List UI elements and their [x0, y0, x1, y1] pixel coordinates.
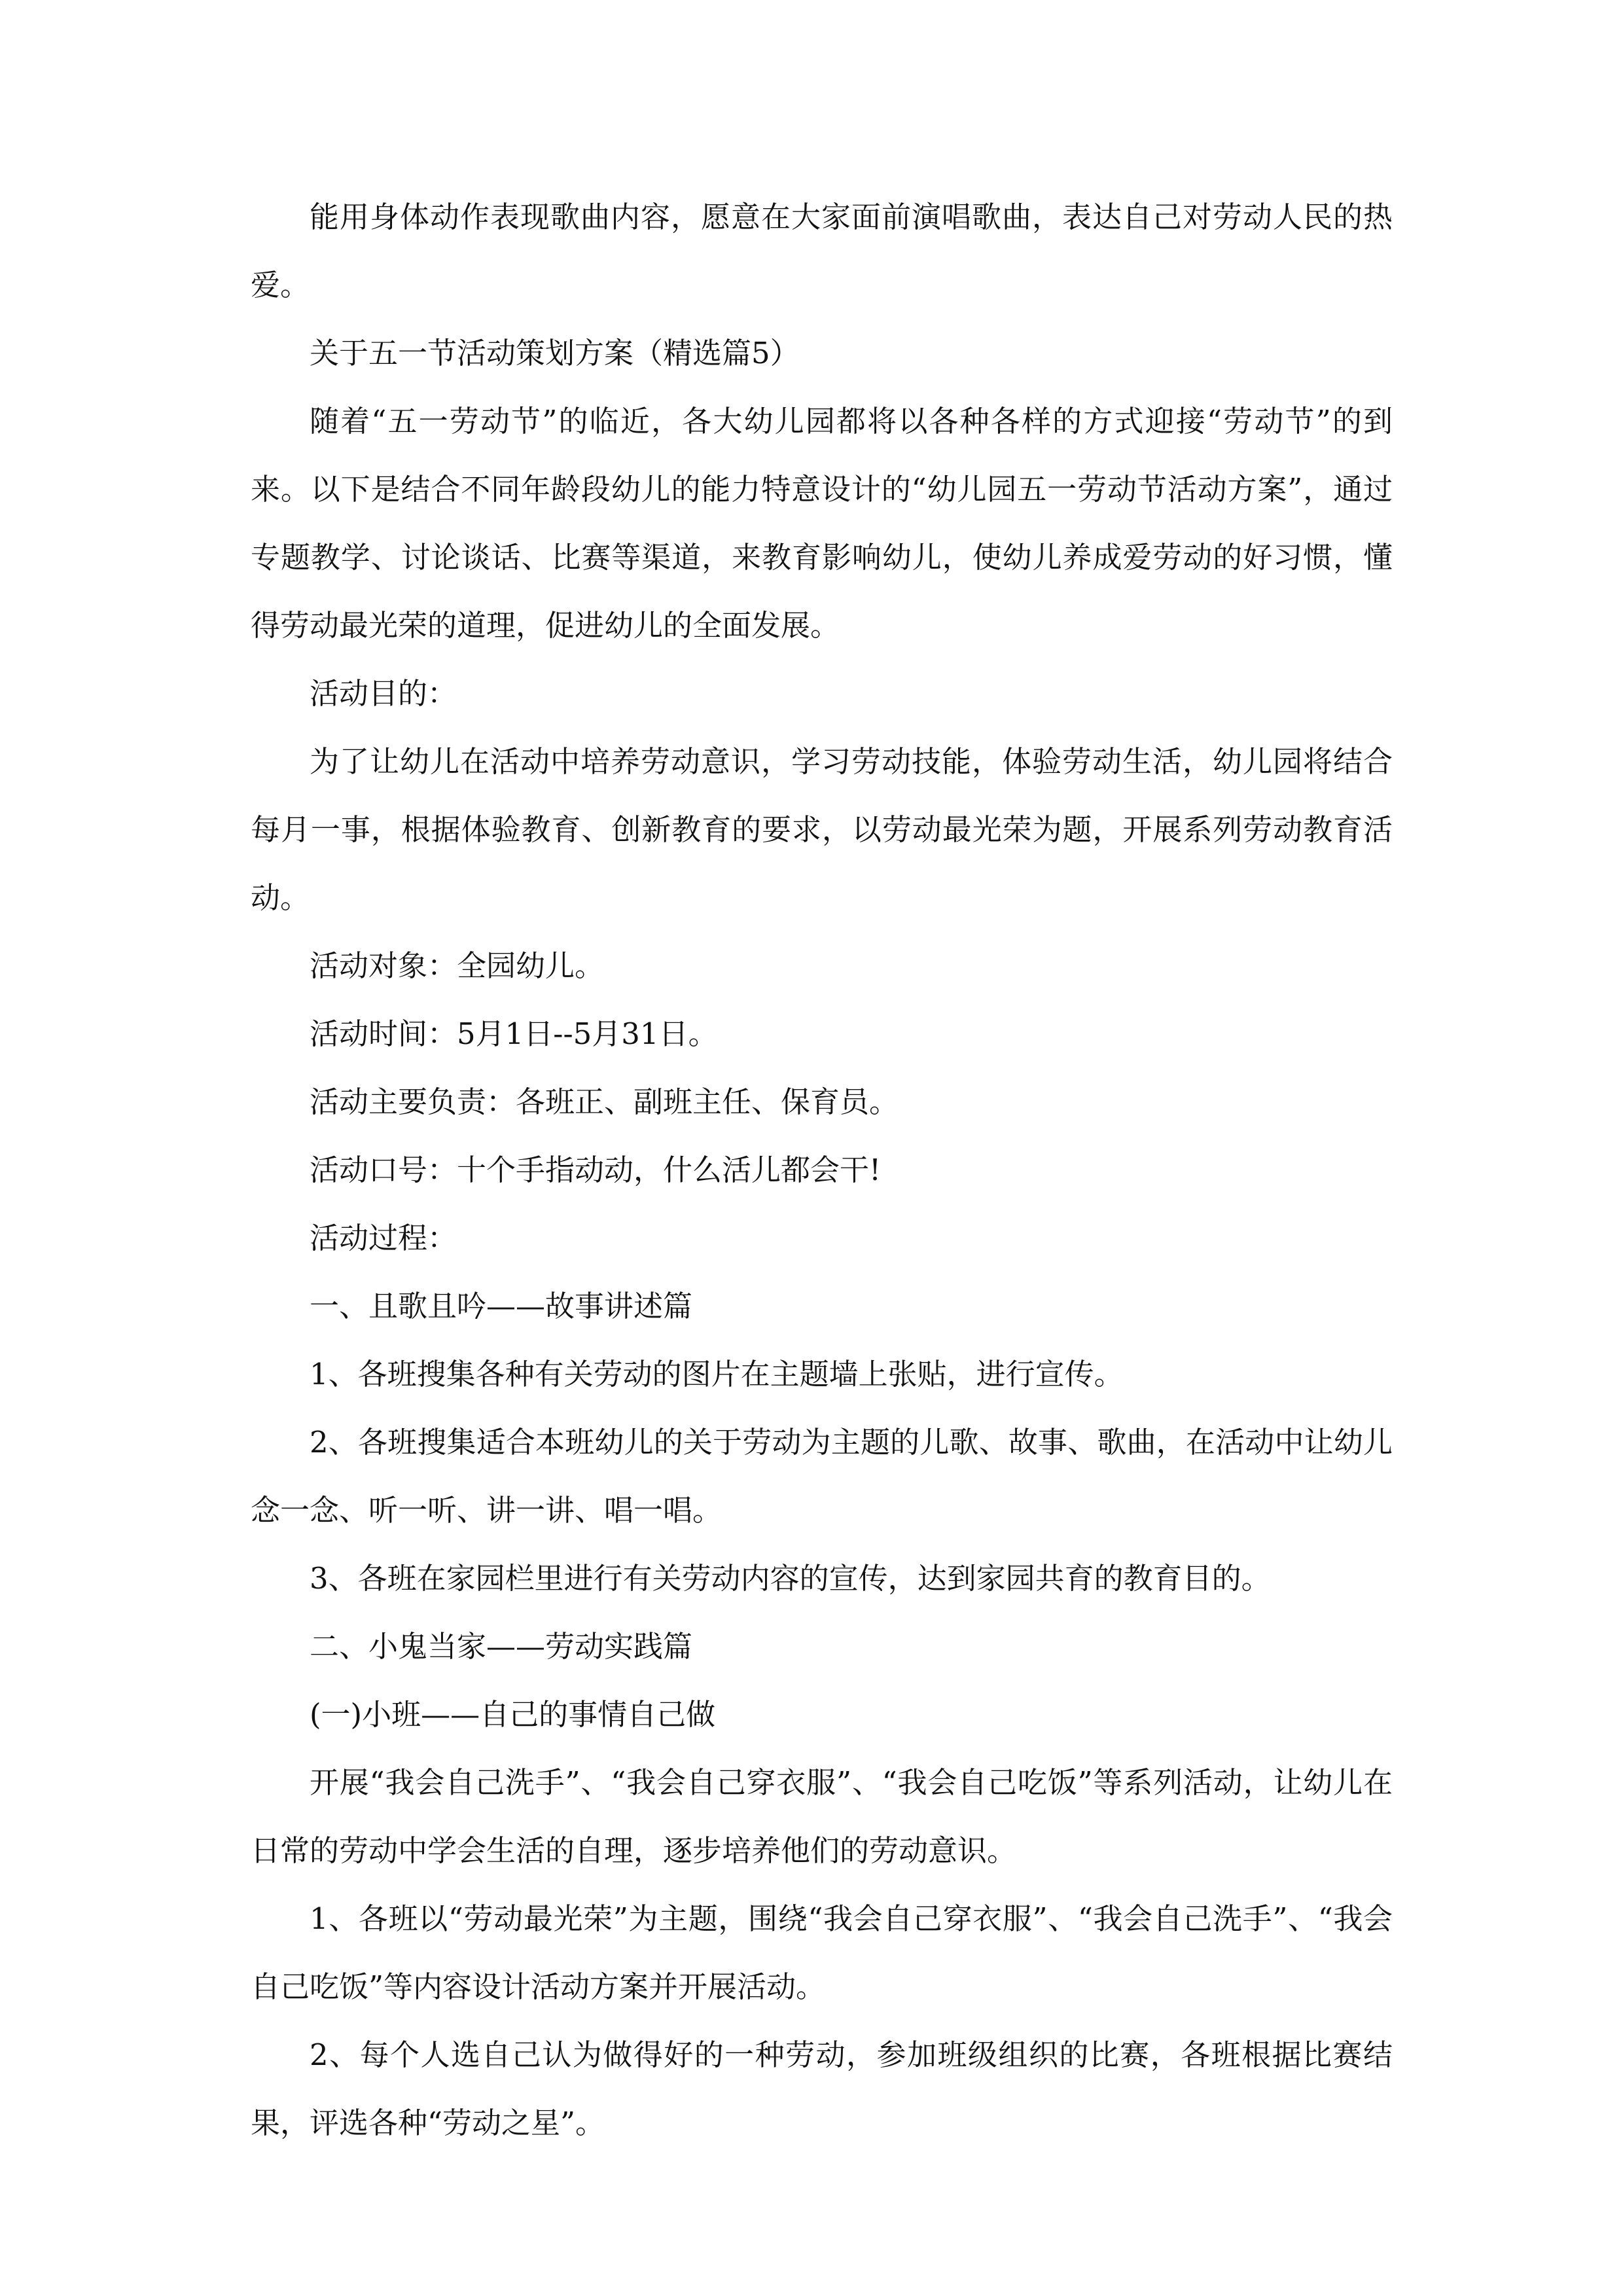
- paragraph-intro-end: 能用身体动作表现歌曲内容，愿意在大家面前演唱歌曲，表达自己对劳动人民的热爱。: [251, 200, 1393, 302]
- list-item-story-3: 3、各班在家园栏里进行有关劳动内容的宣传，达到家园共育的教育目的。: [310, 1561, 1271, 1596]
- list-item-practice-1: 1、各班以“劳动最光荣”为主题，围绕“我会自己穿衣服”、“我会自己洗手”、“我会自己吃饭”等内容设计活动方案并开展活动。: [251, 1901, 1393, 2004]
- subheading-small-class: (一)小班——自己的事情自己做: [310, 1697, 716, 1732]
- activity-slogan: 活动口号：十个手指动动，什么活儿都会干!: [310, 1153, 882, 1187]
- list-item-story-1: 1、各班搜集各种有关劳动的图片在主题墙上张贴，进行宣传。: [310, 1357, 1124, 1391]
- subheading-story-section: 一、且歌且吟——故事讲述篇: [310, 1289, 693, 1323]
- heading-activity-purpose: 活动目的：: [310, 676, 457, 711]
- paragraph-activity-purpose: 为了让幼儿在活动中培养劳动意识，学习劳动技能，体验劳动生活，幼儿园将结合每月一事，根据体验教育、创新教育的要求，以劳动最光荣为题，开展系列劳动教育活动。: [251, 744, 1393, 915]
- section-title: 关于五一节活动策划方案（精选篇5）: [310, 336, 800, 370]
- list-item-practice-2: 2、每个人选自己认为做得好的一种劳动，参加班级组织的比赛，各班根据比赛结果，评选各种“劳动之星”。: [251, 2037, 1393, 2140]
- document-body: [251, 183, 1393, 2157]
- activity-target: 活动对象：全园幼儿。: [310, 948, 605, 983]
- activity-responsible: 活动主要负责：各班正、副班主任、保育员。: [310, 1085, 899, 1119]
- paragraph-small-class: 开展“我会自己洗手”、“我会自己穿衣服”、“我会自己吃饭”等系列活动，让幼儿在日常的劳动中学会生活的自理，逐步培养他们的劳动意识。: [251, 1765, 1393, 1868]
- heading-activity-process: 活动过程：: [310, 1221, 457, 1255]
- list-item-story-2: 2、各班搜集适合本班幼儿的关于劳动为主题的儿歌、故事、歌曲，在活动中让幼儿念一念、听一听、讲一讲、唱一唱。: [251, 1425, 1393, 1528]
- subheading-practice-section: 二、小鬼当家——劳动实践篇: [310, 1629, 693, 1664]
- paragraph-overview: 随着“五一劳动节”的临近，各大幼儿园都将以各种各样的方式迎接“劳动节”的到来。以下是结合不同年龄段幼儿的能力特意设计的“幼儿园五一劳动节活动方案”，通过专题教学、讨论谈话、比赛等渠道，来教育影响幼儿，使幼儿养成爱劳动的好习惯，懂得劳动最光荣的道理，促进幼儿的全面发展。: [251, 404, 1393, 643]
- activity-time: 活动时间：5月1日--5月31日。: [310, 1016, 718, 1051]
